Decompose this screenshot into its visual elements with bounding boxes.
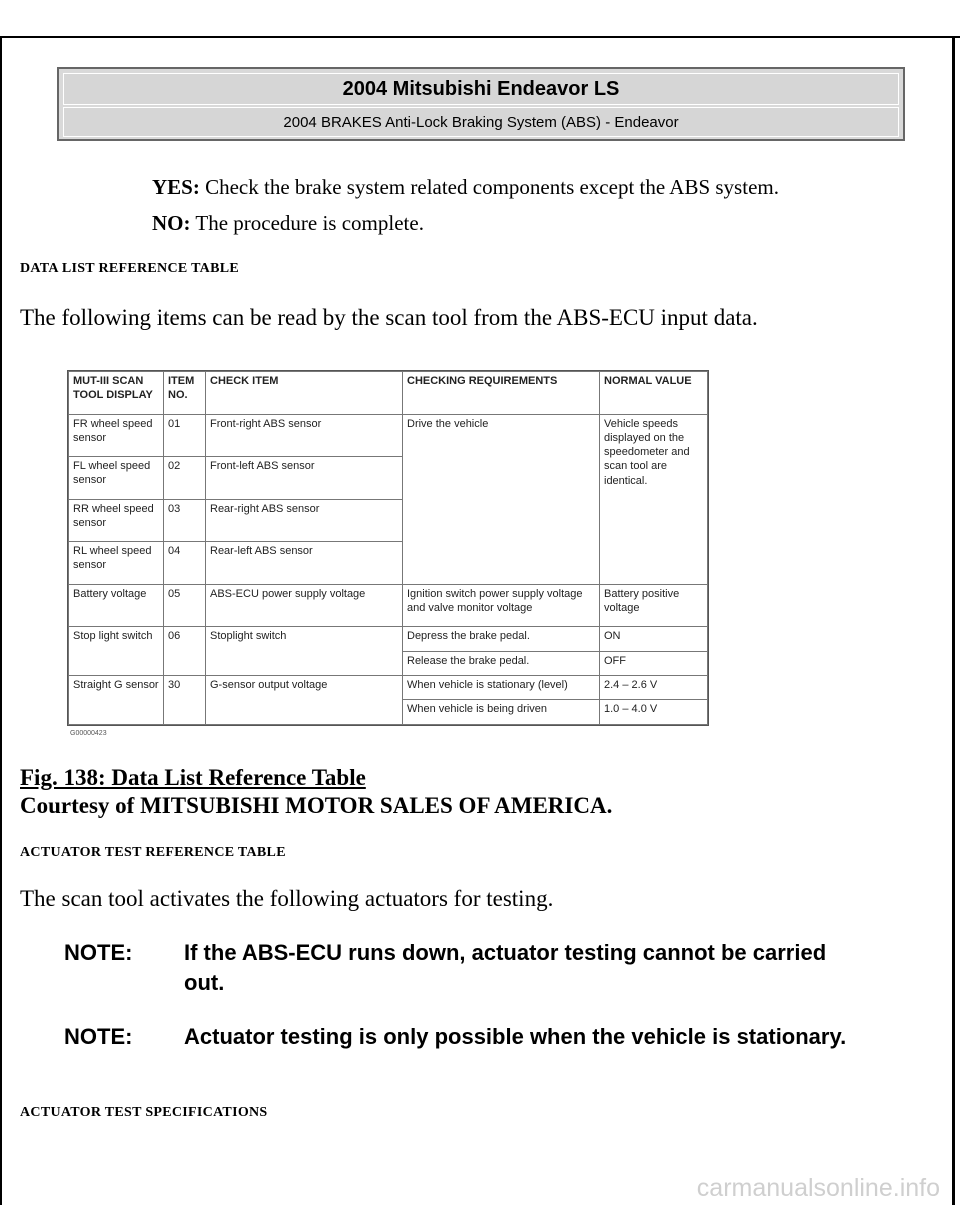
- table-cell: 02: [164, 457, 206, 500]
- note-text: Actuator testing is only possible when the vehicle is stationary.: [184, 1024, 847, 1049]
- document-header: [57, 67, 905, 141]
- table-cell: Vehicle speeds displayed on the speedometer and scan tool are identical.: [600, 414, 708, 584]
- table-cell: 1.0 – 4.0 V: [600, 700, 708, 725]
- table-cell: ABS-ECU power supply voltage: [206, 584, 403, 627]
- note-text: If the ABS-ECU runs down, actuator testing cannot be carried out.: [184, 940, 827, 995]
- table-cell: 05: [164, 584, 206, 627]
- answer-no: [152, 211, 424, 236]
- table-row: [69, 414, 708, 457]
- answer-yes-label: YES:: [152, 175, 200, 199]
- table-row: [69, 627, 708, 651]
- table-cell: Ignition switch power supply voltage and valve monitor voltage: [403, 584, 600, 627]
- table-cell: RR wheel speed sensor: [69, 499, 164, 542]
- section-intro-data-list: The following items can be read by the scan tool from the ABS-ECU input data.: [20, 305, 758, 330]
- figure-caption-link[interactable]: Fig. 138: Data List Reference Table: [20, 765, 366, 790]
- figure-id-tag: G00000423: [70, 730, 107, 737]
- table-cell: Release the brake pedal.: [403, 651, 600, 675]
- table-cell: 04: [164, 542, 206, 585]
- table-cell: OFF: [600, 651, 708, 675]
- answer-yes: [152, 175, 779, 200]
- table-cell: FL wheel speed sensor: [69, 457, 164, 500]
- table-header-row: [69, 372, 708, 415]
- table-row: [69, 676, 708, 700]
- table-cell: Stoplight switch: [206, 627, 403, 676]
- table-cell: Battery voltage: [69, 584, 164, 627]
- note-label: NOTE:: [64, 940, 133, 965]
- page-border-right: [952, 36, 955, 1205]
- column-header: NORMAL VALUE: [600, 372, 708, 415]
- figure-courtesy: Courtesy of MITSUBISHI MOTOR SALES OF AMERICA.: [20, 793, 613, 818]
- section-heading-data-list: DATA LIST REFERENCE TABLE: [20, 261, 239, 276]
- table-cell: Front-right ABS sensor: [206, 414, 403, 457]
- table-cell: Straight G sensor: [69, 676, 164, 725]
- table-cell: Front-left ABS sensor: [206, 457, 403, 500]
- column-header: CHECK ITEM: [206, 372, 403, 415]
- data-list-table: [68, 371, 708, 725]
- note-block: [64, 938, 884, 998]
- table-cell: FR wheel speed sensor: [69, 414, 164, 457]
- column-header: MUT-III SCAN TOOL DISPLAY: [69, 372, 164, 415]
- answer-no-text: The procedure is complete.: [195, 211, 424, 235]
- table-cell: G-sensor output voltage: [206, 676, 403, 725]
- column-header: CHECKING REQUIREMENTS: [403, 372, 600, 415]
- table-cell: 06: [164, 627, 206, 676]
- table-cell: 03: [164, 499, 206, 542]
- table-cell: When vehicle is being driven: [403, 700, 600, 725]
- page-border-left: [0, 36, 2, 1205]
- table-cell: 01: [164, 414, 206, 457]
- section-heading-actuator-specs: ACTUATOR TEST SPECIFICATIONS: [20, 1105, 268, 1120]
- table-cell: Stop light switch: [69, 627, 164, 676]
- answer-yes-text: Check the brake system related components except the ABS system.: [205, 175, 779, 199]
- table-cell: RL wheel speed sensor: [69, 542, 164, 585]
- answer-no-label: NO:: [152, 211, 191, 235]
- page-border-top: [0, 36, 960, 38]
- table-cell: Rear-right ABS sensor: [206, 499, 403, 542]
- table-cell: Drive the vehicle: [403, 414, 600, 584]
- table-cell: Battery positive voltage: [600, 584, 708, 627]
- note-block: [64, 1022, 884, 1082]
- table-cell: 2.4 – 2.6 V: [600, 676, 708, 700]
- data-list-figure: [67, 370, 709, 726]
- watermark: carmanualsonline.info: [696, 1174, 940, 1202]
- section-intro-actuator-test: The scan tool activates the following actuators for testing.: [20, 886, 554, 911]
- document-subtitle: 2004 BRAKES Anti-Lock Braking System (ABS) - Endeavor: [63, 107, 899, 137]
- column-header: ITEM NO.: [164, 372, 206, 415]
- table-cell: 30: [164, 676, 206, 725]
- section-heading-actuator-test: ACTUATOR TEST REFERENCE TABLE: [20, 845, 286, 860]
- table-cell: Depress the brake pedal.: [403, 627, 600, 651]
- note-label: NOTE:: [64, 1024, 133, 1049]
- table-cell: ON: [600, 627, 708, 651]
- table-cell: When vehicle is stationary (level): [403, 676, 600, 700]
- table-cell: Rear-left ABS sensor: [206, 542, 403, 585]
- document-title: 2004 Mitsubishi Endeavor LS: [63, 73, 899, 105]
- table-row: [69, 584, 708, 627]
